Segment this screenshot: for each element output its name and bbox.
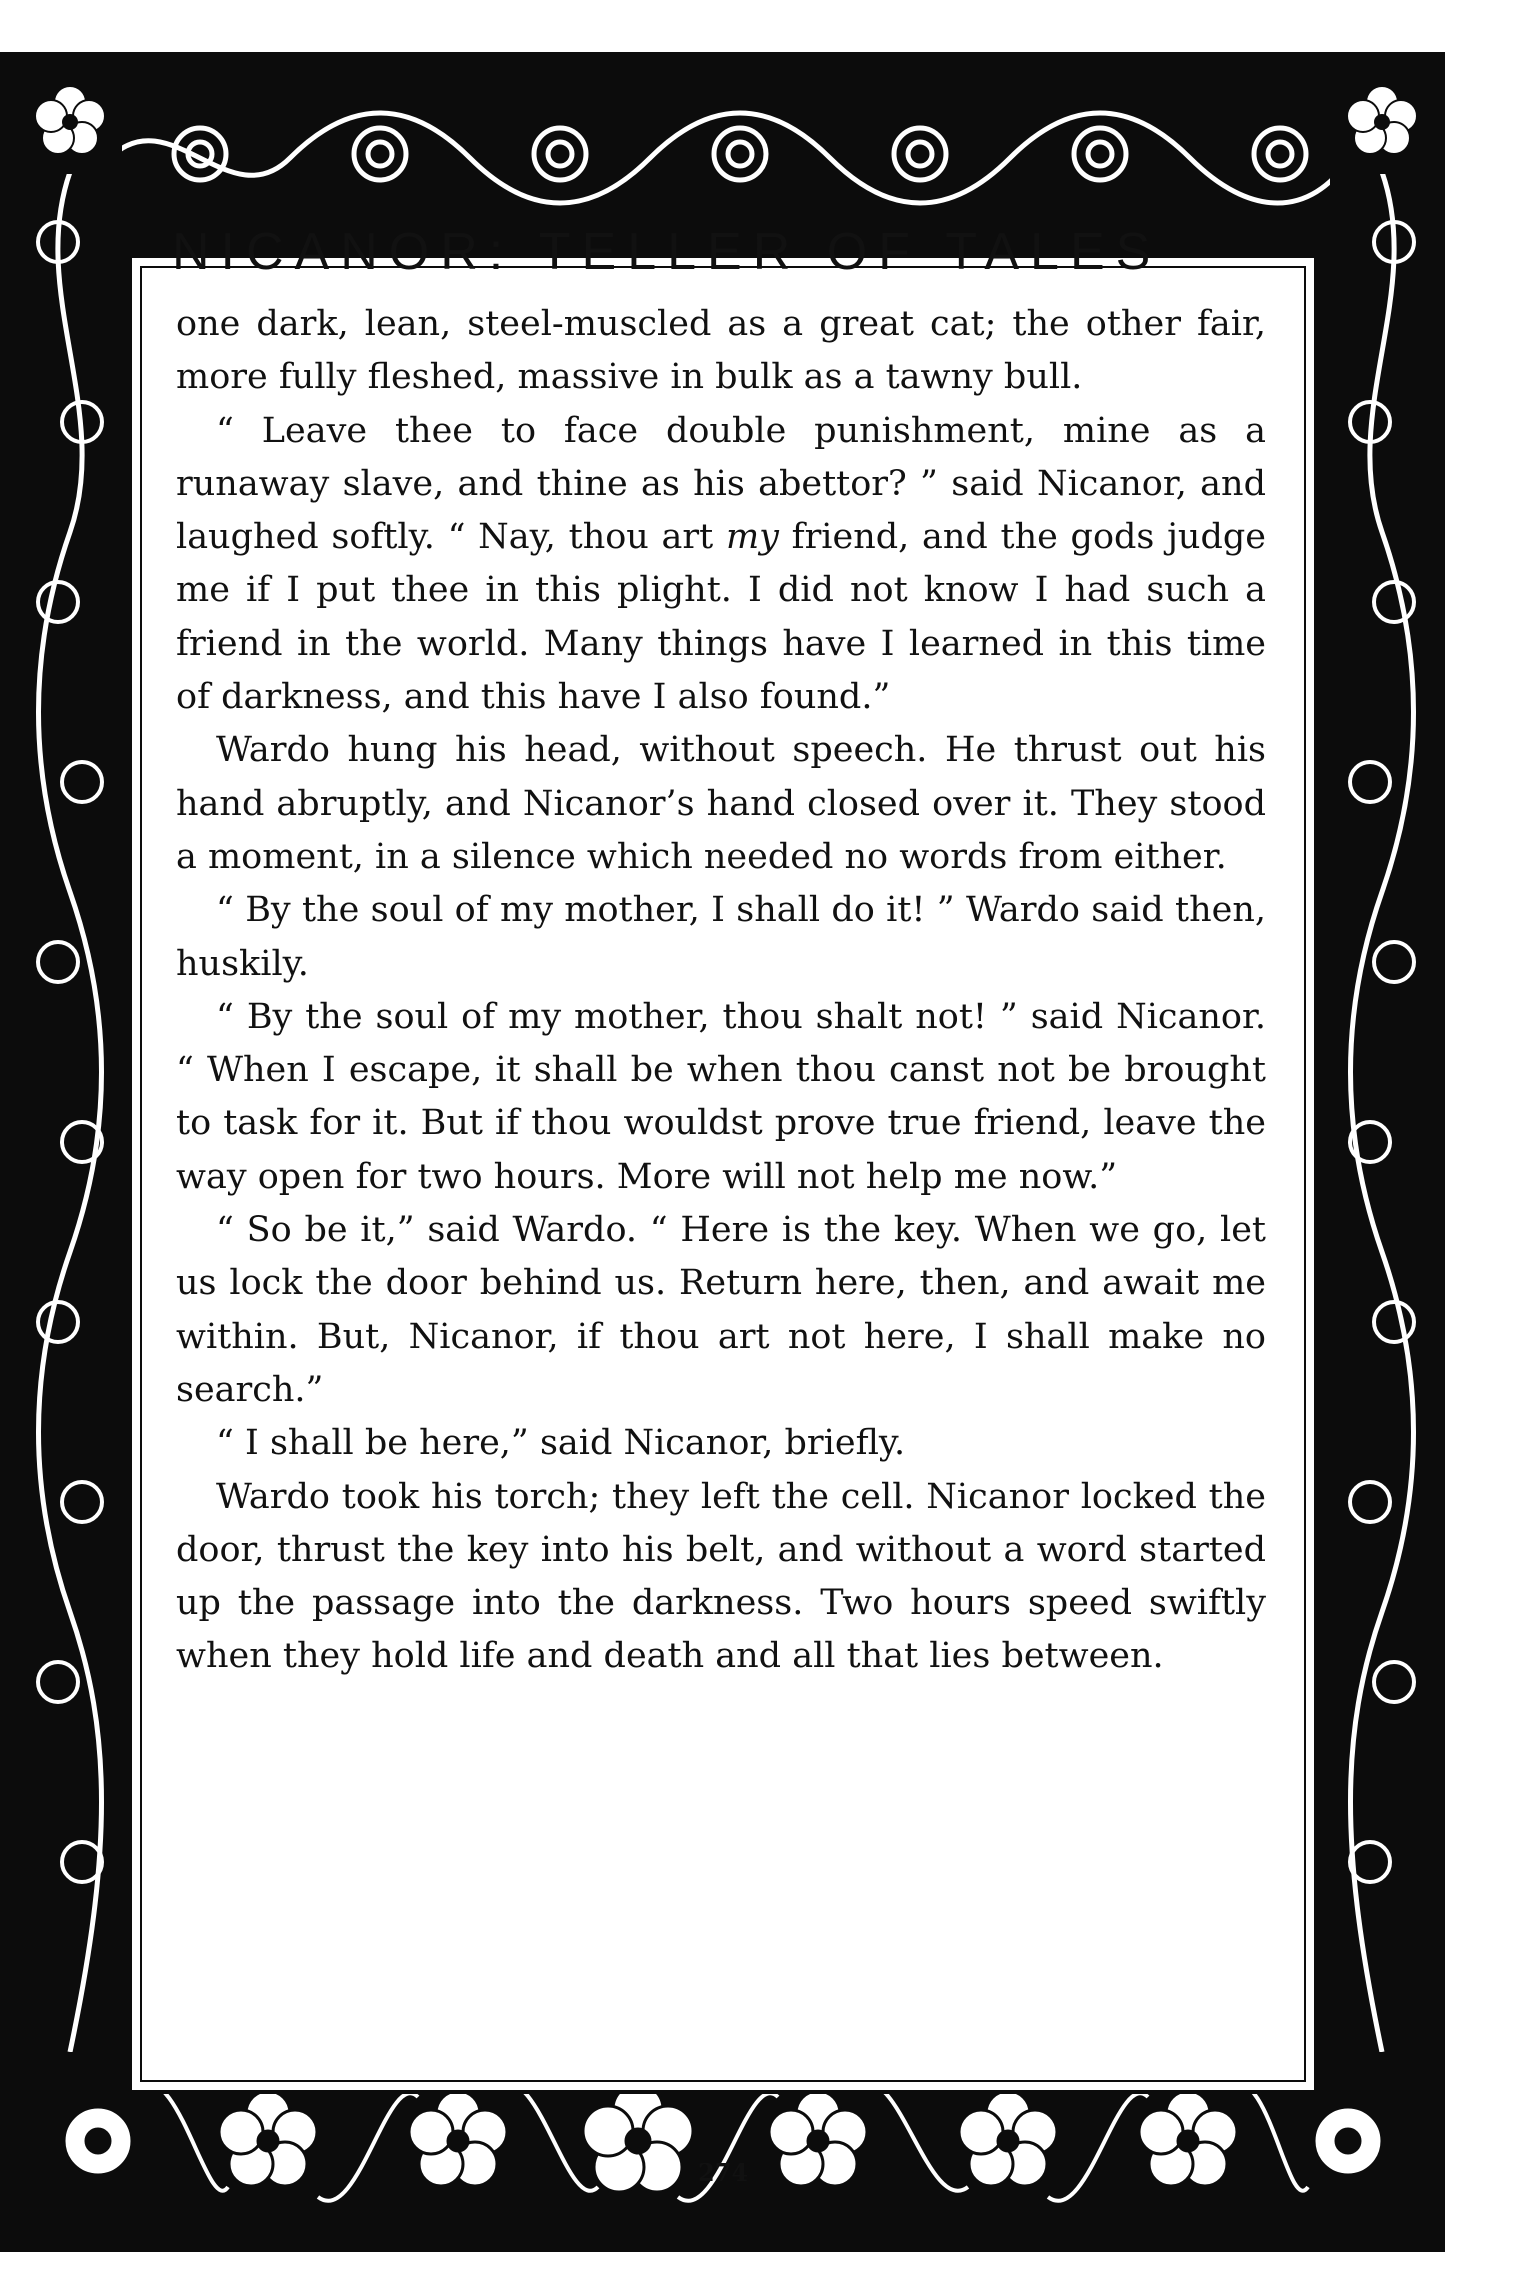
paragraph-text: Wardo took his torch; they left the cell. Nicanor locked the door, thrust the key into his belt, and without a word started up the passage into the darkness. Two hours speed swiftly when they hold life and death and all that lies between. [176, 1476, 1266, 1677]
paragraph [176, 405, 1266, 725]
paragraph [176, 991, 1266, 1204]
vine-ornament-left [18, 172, 122, 2052]
scroll-ornament [110, 88, 1350, 222]
flower-icon [1330, 70, 1434, 174]
paragraph [176, 884, 1266, 991]
paragraph [176, 298, 1266, 405]
italic-text: my [725, 517, 779, 558]
paragraph-text: one dark, lean, steel-muscled as a great cat; the other fair, more fully fleshed, massive in bulk as a tawny bull. [176, 304, 1266, 398]
paragraph-text: “ I shall be here,” said Nicanor, briefly. [216, 1423, 906, 1464]
top-right-flower-corner [1330, 70, 1434, 174]
paragraph-text: “ Leave thee to face double punishment, mine as a runaway slave, and thine as his abettor? ” said Nicanor, and laughed softly. “ Nay, thou art [176, 410, 1266, 558]
paragraph-text: “ By the soul of my mother, thou shalt not! ” said Nicanor. “ When I escape, it shall be when thou canst not be brought to task for it. But if thou wouldst prove true friend, leave the way open for two hours. More will not help me now.” [176, 996, 1266, 1197]
paragraph-text: Wardo hung his head, without speech. He thrust out his hand abruptly, and Nicanor’s hand closed over it. They stood a moment, in a silence which needed no words from either. [176, 730, 1266, 877]
paragraph-text: “ By the soul of my mother, I shall do it! ” Wardo said then, huskily. [176, 890, 1266, 984]
paragraph [176, 1471, 1266, 1684]
paragraph [176, 1417, 1266, 1470]
top-left-flower-corner [18, 70, 122, 174]
right-vine-column [1330, 172, 1434, 2052]
vine-ornament-right [1330, 172, 1434, 2052]
paragraph-text: friend, and the gods judge me if I put thee in this plight. I did not know I had such a friend in the world. Many things have I learned in this time of darkness, and this have I also found.” [176, 517, 1267, 718]
left-vine-column [18, 172, 122, 2052]
top-ornament-band [110, 88, 1350, 222]
page-number: 274 [697, 2158, 749, 2187]
running-head: NICANOR: TELLER OF TALES [172, 223, 1162, 281]
flower-icon [18, 70, 122, 174]
paragraph [176, 724, 1266, 884]
body-text [176, 298, 1266, 1684]
paragraph-text: “ So be it,” said Wardo. “ Here is the key. When we go, let us lock the door behind us. Return here, then, and await me within. But, Nicanor, if thou art not here, I shall make no search.” [176, 1210, 1266, 1410]
paragraph [176, 1204, 1266, 1417]
